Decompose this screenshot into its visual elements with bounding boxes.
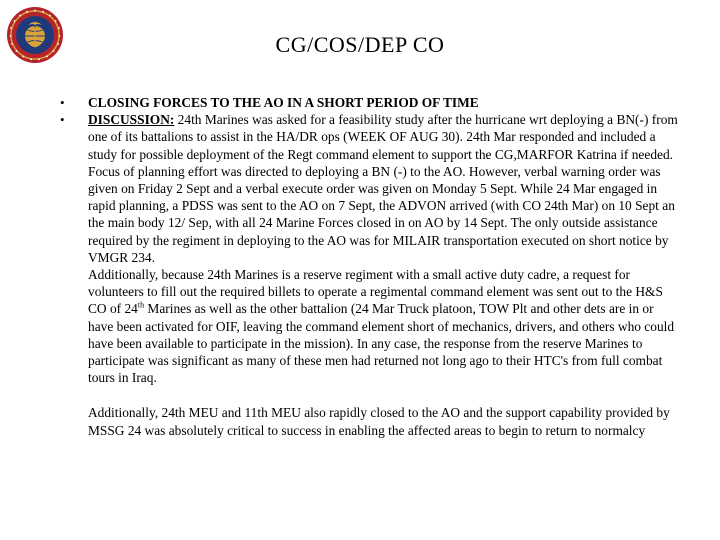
bullet-item <box>60 94 680 111</box>
volunteer-paragraph <box>88 266 680 386</box>
discussion-text: 24th Marines was asked for a feasibility study after the hurricane wrt deploying a BN(-) from one of its battalions to assist in the HA/DR ops (WEEK OF AUG 30). 24th Mar responded and included a study for possible deployment of the Regt command element to support the CG,MARFOR Katrina if needed. Focus of planning effort was directed to deploying a BN (-) to the AO. However, verbal warning order was given on Friday 2 Sept and a verbal execute order was given on Monday 5 Sept. While 24 Mar engaged in rapid planning, a PDSS was sent to the AO on 7 Sept, the ADVON arrived (with CO 24th Mar) on 10 Sept an the main body 12/ Sep, with all 24 Marine Forces closed in on AO by 14 Sept. The only outside assistance required by the regiment in deploying to the AO was for MILAIR transportation executed on short notice by VMGR 234. <box>88 112 678 265</box>
bullet-dot-icon: • <box>60 112 65 128</box>
meu-paragraph: Additionally, 24th MEU and 11th MEU also rapidly closed to the AO and the support capability provided by MSSG 24 was absolutely critical to success in enabling the affected areas to begin to return to normalcy <box>88 405 670 438</box>
slide-title: CG/COS/DEP CO <box>275 32 445 57</box>
bullet-list <box>60 94 680 439</box>
discussion-paragraph <box>88 111 680 266</box>
bullet-heading: CLOSING FORCES TO THE AO IN A SHORT PERIOD OF TIME <box>88 95 479 110</box>
bullet-item <box>60 111 680 439</box>
volunteer-text-b: Marines as well as the other battalion (24 Mar Truck platoon, TOW Plt and other dets are in or have been activated for OIF, leaving the command element short of mechanics, drivers, and others who could have been available to participate in the mission). In any case, the response from the reserve Marines to participate was significant as many of these men had returned not long ago to their HTC's from full combat tours in Iraq. <box>88 301 675 386</box>
bullet-dot-icon: • <box>60 95 65 110</box>
volunteer-text-a: Additionally, because 24th Marines is a reserve regiment with a small active duty cadre, a request for volunteers to fill out the required billets to operate a regimental command element was sent out to the H&S CO of 24 <box>88 267 663 317</box>
discussion-label: DISCUSSION: <box>88 112 175 128</box>
superscript-th: th <box>137 300 145 310</box>
